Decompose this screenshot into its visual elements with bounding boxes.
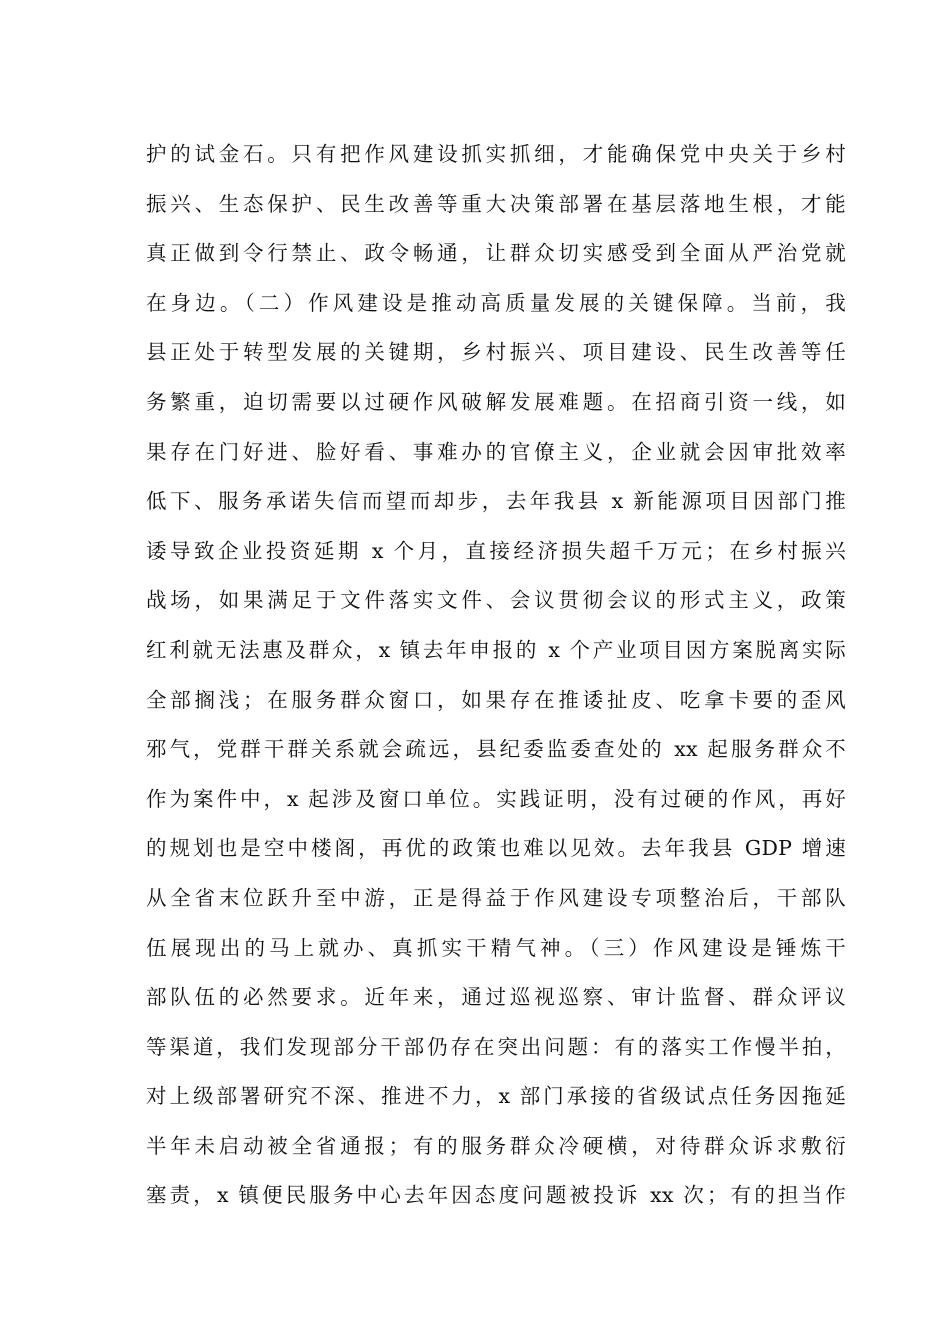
text-line: 塞责，x 镇便民服务中心去年因态度问题被投诉 xx 次；有的担当作 xyxy=(146,1183,846,1208)
text-line: 等渠道，我们发现部分干部仍存在突出问题：有的落实工作慢半拍， xyxy=(146,1034,846,1059)
text-line: 真正做到令行禁止、政令畅通，让群众切实感受到全面从严治党就 xyxy=(146,241,846,266)
text-line: 的规划也是空中楼阁，再优的政策也难以见效。去年我县 GDP 增速 xyxy=(146,836,846,861)
text-line: 半年未启动被全省通报；有的服务群众冷硬横，对待群众诉求敷衍 xyxy=(146,1133,846,1158)
text-line: 护的试金石。只有把作风建设抓实抓细，才能确保党中央关于乡村 xyxy=(146,142,846,166)
text-line: 伍展现出的马上就办、真抓实干精气神。（三）作风建设是锤炼干 xyxy=(146,935,846,960)
text-line: 战场，如果满足于文件落实文件、会议贯彻会议的形式主义，政策 xyxy=(146,588,846,613)
text-line: 邪气，党群干群关系就会疏远，县纪委监委查处的 xx 起服务群众不 xyxy=(146,737,846,762)
text-line: 从全省末位跃升至中游，正是得益于作风建设专项整治后，干部队 xyxy=(146,885,846,910)
text-line: 果存在门好进、脸好看、事难办的官僚主义，企业就会因审批效率 xyxy=(146,439,846,464)
text-line: 振兴、生态保护、民生改善等重大决策部署在基层落地生根，才能 xyxy=(146,191,846,216)
text-line: 部队伍的必然要求。近年来，通过巡视巡察、审计监督、群众评议 xyxy=(146,985,846,1010)
text-line: 低下、服务承诺失信而望而却步，去年我县 x 新能源项目因部门推 xyxy=(146,489,846,514)
text-line: 全部搁浅；在服务群众窗口，如果存在推诿扯皮、吃拿卡要的歪风 xyxy=(146,687,846,712)
text-line: 诿导致企业投资延期 x 个月，直接经济损失超千万元；在乡村振兴 xyxy=(146,538,846,563)
text-line: 在身边。（二）作风建设是推动高质量发展的关键保障。当前，我 xyxy=(146,290,846,315)
text-line: 县正处于转型发展的关键期，乡村振兴、项目建设、民生改善等任 xyxy=(146,340,846,365)
text-line: 作为案件中，x 起涉及窗口单位。实践证明，没有过硬的作风，再好 xyxy=(146,786,846,811)
text-line: 对上级部署研究不深、推进不力，x 部门承接的省级试点任务因拖延 xyxy=(146,1084,846,1109)
text-line: 红利就无法惠及群众，x 镇去年申报的 x 个产业项目因方案脱离实际 xyxy=(146,637,846,662)
text-line: 务繁重，迫切需要以过硬作风破解发展难题。在招商引资一线，如 xyxy=(146,389,846,414)
body-text xyxy=(146,130,846,1221)
